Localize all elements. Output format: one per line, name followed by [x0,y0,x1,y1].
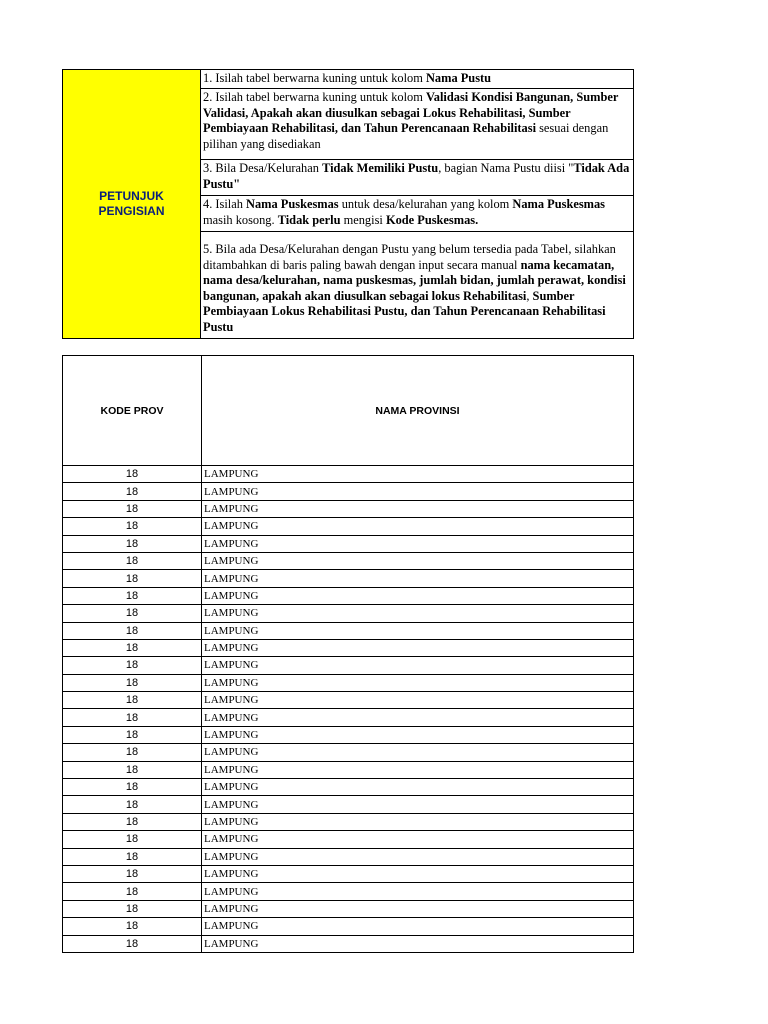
instructions-box [62,69,634,339]
instruction-text: Tidak perlu [277,212,341,227]
table-row [63,779,634,796]
instruction-text: , [526,288,533,303]
instruction-text: 5. Bila ada Desa/Kelurahan dengan Pustu yang belum tersedia pada Tabel, silahkan ditambahkan di baris paling bawah dengan input secara manual [203,242,616,272]
table-row [63,744,634,761]
table-row [63,657,634,674]
cell-kode-prov: 18 [63,535,202,552]
instructions-list [201,70,633,338]
cell-nama-provinsi: LAMPUNG [202,692,634,709]
cell-nama-provinsi: LAMPUNG [202,622,634,639]
cell-kode-prov: 18 [63,935,202,952]
instruction-text: Nama Puskesmas [512,197,605,211]
table-row [63,500,634,517]
cell-nama-provinsi: LAMPUNG [202,761,634,778]
cell-nama-provinsi: LAMPUNG [202,483,634,500]
cell-kode-prov: 18 [63,552,202,569]
table-row [63,639,634,656]
instruction-item [201,70,633,88]
table-row [63,518,634,535]
instruction-text: Nama Puskesmas [246,197,339,211]
table-row [63,831,634,848]
cell-nama-provinsi: LAMPUNG [202,865,634,882]
cell-nama-provinsi: LAMPUNG [202,535,634,552]
cell-kode-prov: 18 [63,639,202,656]
cell-nama-provinsi: LAMPUNG [202,570,634,587]
instruction-text: Nama Pustu [425,71,492,85]
instruction-text: , bagian Nama Pustu diisi " [438,161,574,175]
cell-nama-provinsi: LAMPUNG [202,605,634,622]
table-row [63,552,634,569]
table-row [63,483,634,500]
instruction-item [201,159,633,195]
table-row [63,848,634,865]
cell-kode-prov: 18 [63,709,202,726]
table-row [63,935,634,952]
table-row [63,622,634,639]
cell-kode-prov: 18 [63,518,202,535]
cell-kode-prov: 18 [63,657,202,674]
table-body [63,466,634,953]
cell-nama-provinsi: LAMPUNG [202,639,634,656]
table-row [63,466,634,483]
instruction-text: 1. Isilah tabel berwarna kuning untuk kolom [203,71,426,85]
instruction-text: Tidak Ada Pustu" [203,161,630,191]
cell-kode-prov: 18 [63,831,202,848]
table-row [63,865,634,882]
instruction-text: 4. Isilah [203,197,247,211]
cell-nama-provinsi: LAMPUNG [202,831,634,848]
instruction-text: Kode Puskesmas. [385,212,479,227]
cell-nama-provinsi: LAMPUNG [202,813,634,830]
cell-kode-prov: 18 [63,779,202,796]
table-row [63,587,634,604]
cell-nama-provinsi: LAMPUNG [202,518,634,535]
cell-nama-provinsi: LAMPUNG [202,709,634,726]
instruction-text: 3. Bila Desa/Kelurahan [203,161,323,175]
cell-kode-prov: 18 [63,900,202,917]
cell-nama-provinsi: LAMPUNG [202,744,634,761]
table-row [63,883,634,900]
table-row [63,570,634,587]
table-row [63,813,634,830]
cell-nama-provinsi: LAMPUNG [202,500,634,517]
province-table [62,355,634,953]
instruction-text: 2. Isilah tabel berwarna kuning untuk kolom [203,90,426,104]
cell-nama-provinsi: LAMPUNG [202,779,634,796]
table-row [63,726,634,743]
cell-kode-prov: 18 [63,483,202,500]
cell-kode-prov: 18 [63,796,202,813]
cell-kode-prov: 18 [63,500,202,517]
instruction-text: masih kosong. [203,212,278,227]
instruction-text: mengisi [340,212,386,227]
header-kode-prov: KODE PROV [63,356,202,466]
cell-kode-prov: 18 [63,674,202,691]
cell-nama-provinsi: LAMPUNG [202,726,634,743]
cell-kode-prov: 18 [63,865,202,882]
cell-kode-prov: 18 [63,761,202,778]
instruction-text: Tidak Memiliki Pustu [322,161,439,175]
table-row [63,918,634,935]
instruction-item [201,195,633,231]
instruction-item [201,231,633,339]
cell-kode-prov: 18 [63,918,202,935]
table-row [63,605,634,622]
cell-kode-prov: 18 [63,692,202,709]
cell-kode-prov: 18 [63,587,202,604]
cell-nama-provinsi: LAMPUNG [202,674,634,691]
cell-nama-provinsi: LAMPUNG [202,935,634,952]
instructions-label-line1: PETUNJUK [99,189,164,203]
table-row [63,796,634,813]
instruction-text: Validasi Kondisi Bangunan, Sumber Validasi, Apakah akan diusulkan sebagai Lokus Rehabilitasi, Sumber Pembiayaan Rehabilitasi, dan Tahun Perencanaan Rehabilitasi [203,90,619,135]
cell-kode-prov: 18 [63,622,202,639]
cell-nama-provinsi: LAMPUNG [202,848,634,865]
table-row [63,761,634,778]
cell-nama-provinsi: LAMPUNG [202,796,634,813]
cell-kode-prov: 18 [63,605,202,622]
cell-kode-prov: 18 [63,726,202,743]
cell-nama-provinsi: LAMPUNG [202,466,634,483]
cell-nama-provinsi: LAMPUNG [202,900,634,917]
cell-nama-provinsi: LAMPUNG [202,918,634,935]
header-nama-provinsi: NAMA PROVINSI [202,356,634,466]
table-row [63,535,634,552]
table-header-row [63,356,634,466]
cell-nama-provinsi: LAMPUNG [202,552,634,569]
instruction-text: Sumber Pembiayaan Lokus Rehabilitasi Pustu, dan Tahun Perencanaan Rehabilitasi Pustu [203,288,606,334]
table-row [63,692,634,709]
cell-kode-prov: 18 [63,466,202,483]
cell-kode-prov: 18 [63,848,202,865]
cell-kode-prov: 18 [63,570,202,587]
cell-kode-prov: 18 [63,813,202,830]
instruction-text: sesuai dengan pilihan yang disediakan [203,121,609,151]
table-row [63,709,634,726]
instruction-text: untuk desa/kelurahan yang kolom [338,197,513,211]
cell-nama-provinsi: LAMPUNG [202,883,634,900]
cell-kode-prov: 18 [63,744,202,761]
instructions-label [63,70,201,338]
instruction-item [201,88,633,159]
instruction-text: nama kecamatan, nama desa/kelurahan, nama puskesmas, jumlah bidan, jumlah perawat, kondisi bangunan, apakah akan diusulkan sebagai lokus Rehabilitasi [203,257,626,303]
cell-nama-provinsi: LAMPUNG [202,657,634,674]
table-row [63,674,634,691]
cell-kode-prov: 18 [63,883,202,900]
table-row [63,900,634,917]
instructions-label-line2: PENGISIAN [98,204,165,218]
cell-nama-provinsi: LAMPUNG [202,587,634,604]
